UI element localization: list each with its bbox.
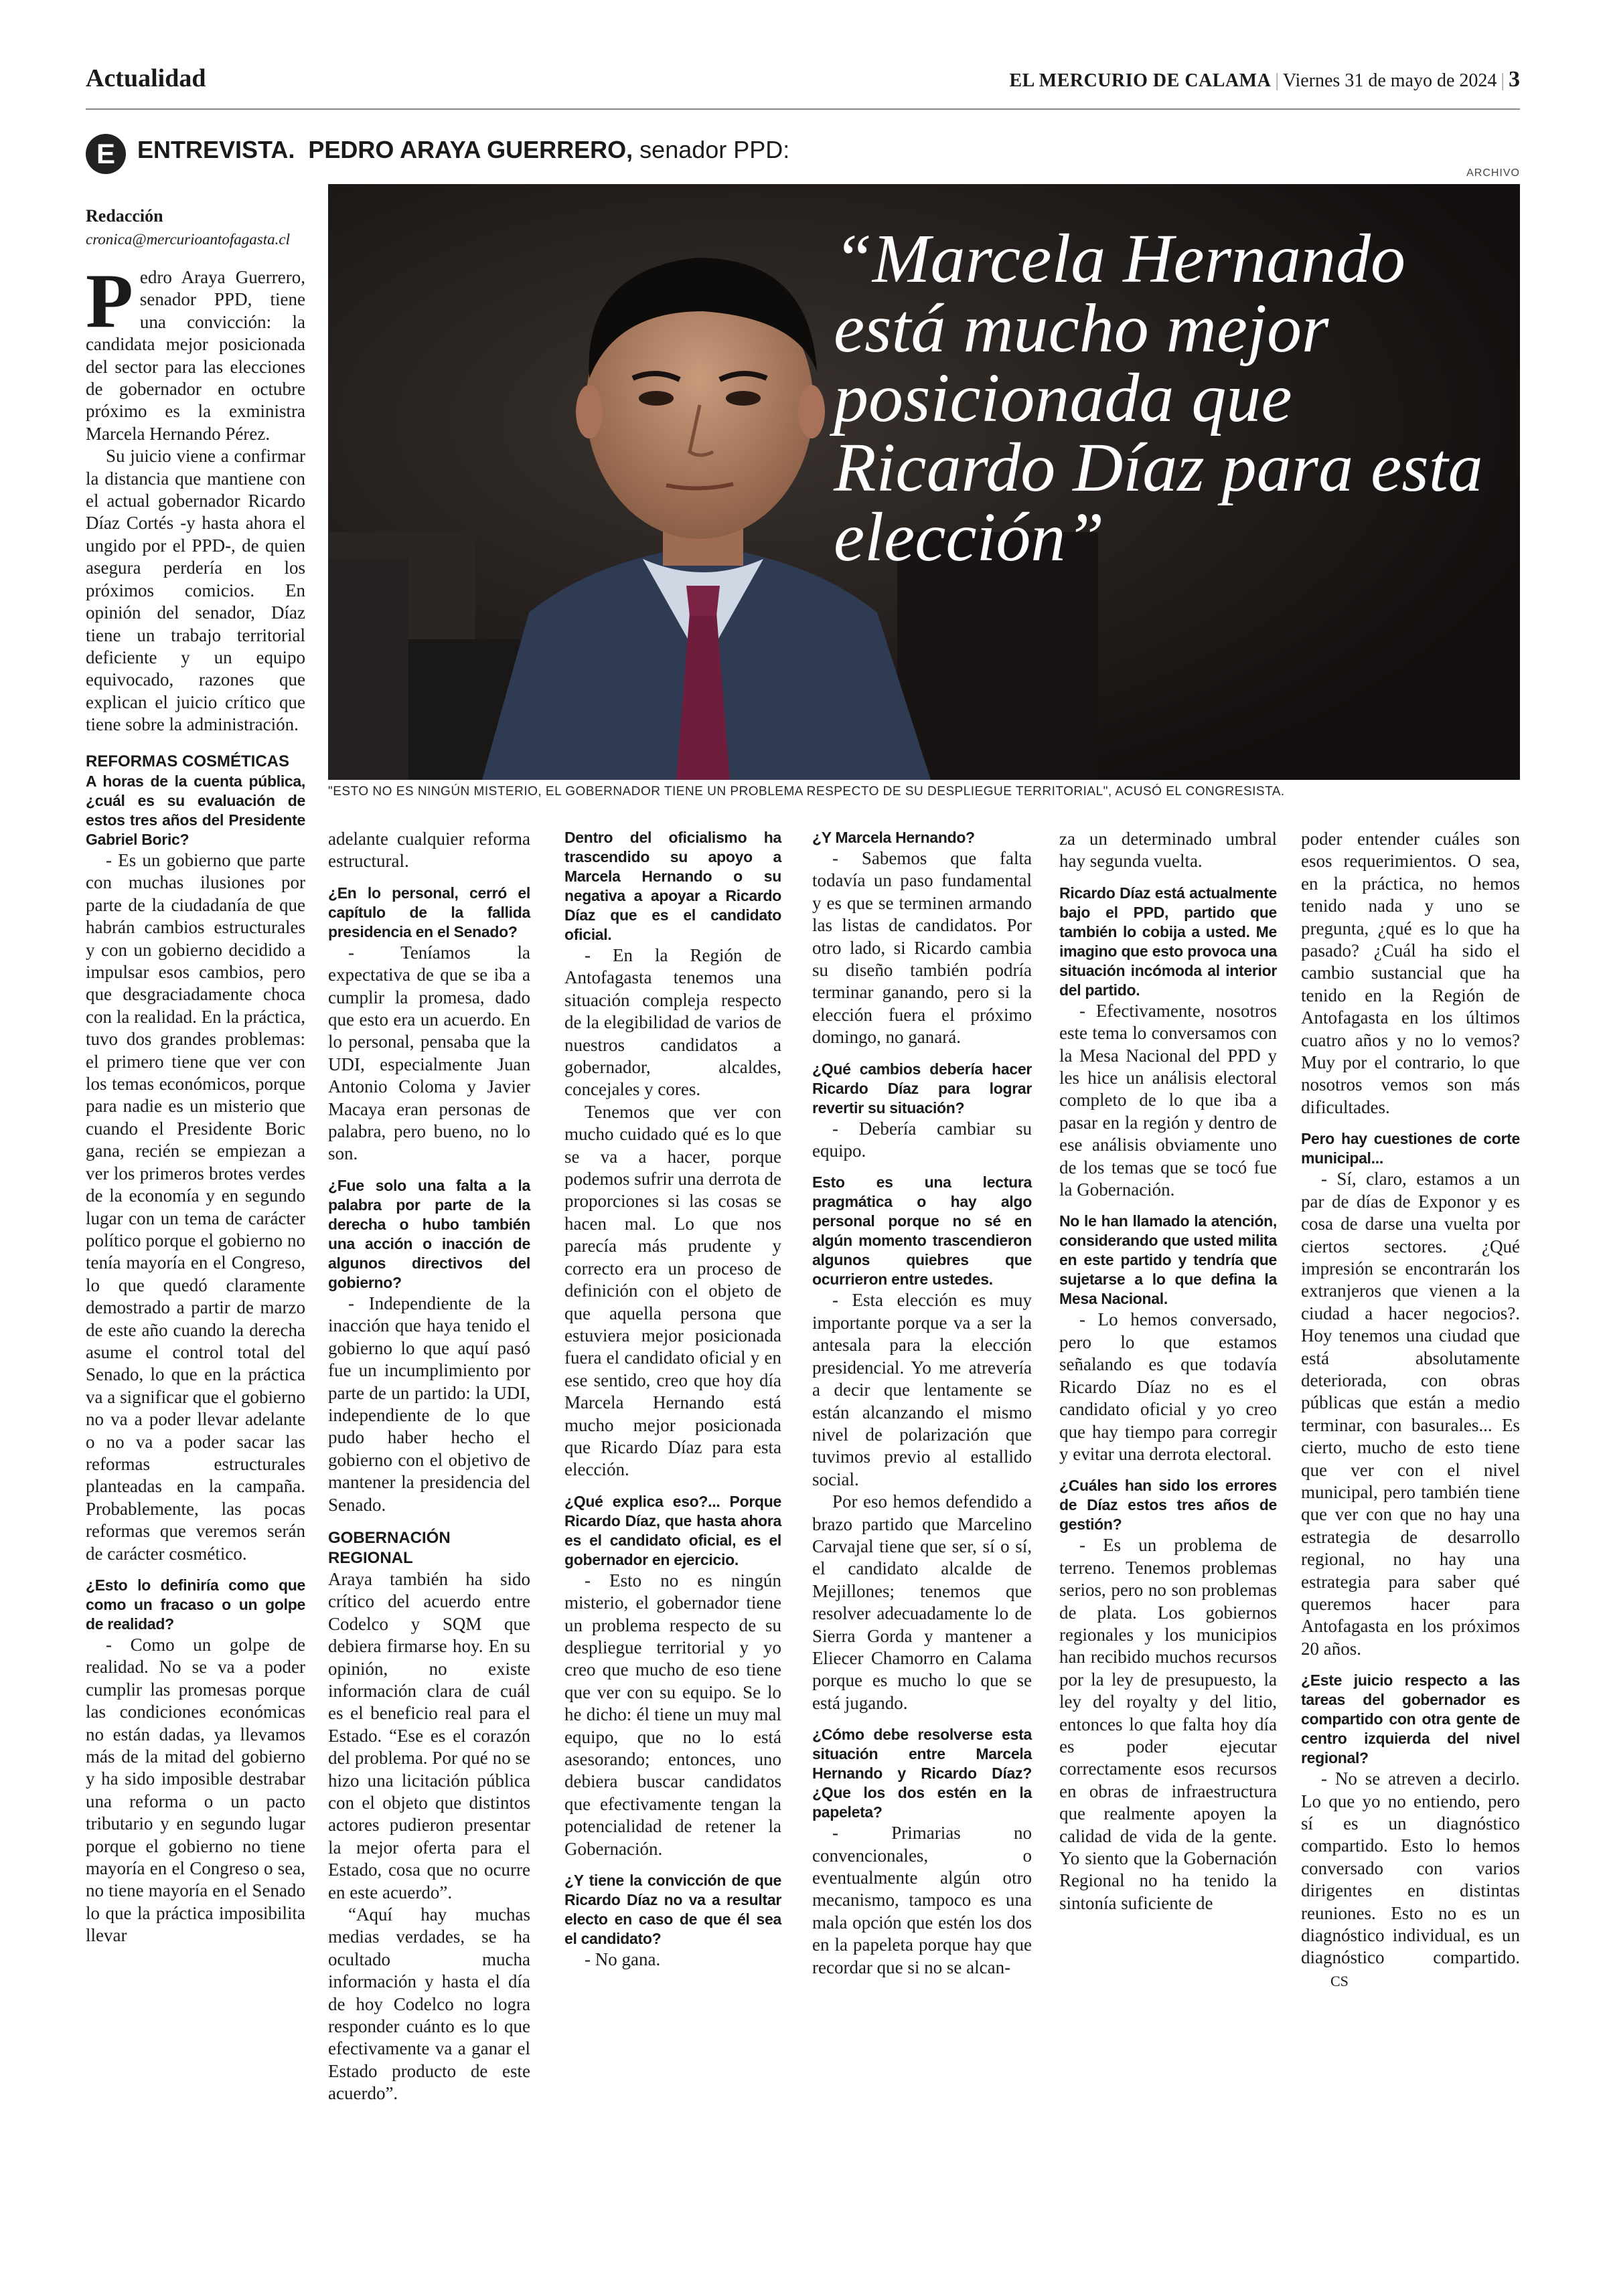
question: Esto es una lectura pragmática o hay algo personal porque no sé en algún momento trascendieron algunos quiebres que ocurrieron entre ustedes. [812, 1173, 1032, 1289]
question: ¿Y Marcela Hernando? [812, 829, 975, 846]
question: A horas de la cuenta pública, ¿cuál es su evaluación de estos tres años del Presidente Gabriel Boric? [86, 772, 305, 848]
photo-credit: ARCHIVO [1466, 167, 1520, 179]
intro-paragraph: edro Araya Guerrero, senador PPD, tiene una convicción: la candidata mejor posicionada del sector para las elecciones de gobernador en octubre próximo es la exministra Marcela Hernando Pérez. [86, 267, 305, 444]
answer: - Lo hemos conversado, pero lo que estamos señalando es que todavía Ricardo Díaz no es el candidato oficial y yo creo que hay tiempo para corregir y evitar una derrota electoral. [1059, 1309, 1277, 1464]
question: Dentro del oficialismo ha trascendido su apoyo a Marcela Hernando o su negativa a apoyar a Ricardo Díaz que es el candidato oficial. [564, 829, 781, 943]
paragraph: “Aquí hay muchas medias verdades, se ha ocultado mucha información y hasta el día de hoy Codelco no logra responder cuánto es lo que efectivamente va a ganar el Estado producto de este acuerdo”. [328, 1904, 530, 2104]
question: ¿Cómo debe resolverse esta situación entre Marcela Hernando y Ricardo Díaz? ¿Que los dos estén en la papeleta? [812, 1726, 1032, 1821]
kicker-role: senador PPD: [639, 136, 790, 163]
question: ¿Este juicio respecto a las tareas del gobernador es compartido con otra gente de centro izquierda del nivel regional? [1301, 1671, 1520, 1767]
masthead: EL MERCURIO DE CALAMA | Viernes 31 de mayo de 2024 | 3 [1009, 67, 1520, 92]
column-4 [812, 828, 1032, 1979]
answer: - Debería cambiar su equipo. [812, 1118, 1032, 1161]
column-2 [328, 828, 530, 2105]
answer-continued: adelante cualquier reforma estructural. [328, 829, 530, 872]
answer: - Independiente de la inacción que haya tenido el gobierno lo que aquí pasó fue un incumplimiento por parte de un partido: la UDI, independiente de lo que pudo haber hecho el gobierno con el objetivo de mantener la presidencia del Senado. [328, 1293, 530, 1515]
answer: - Es un gobierno que parte con muchas ilusiones por parte de la ciudadanía de que habrán cambios estructurales y con un gobierno decidido a impulsar esos cambios, pero que desgraciadamente choca con la realidad. En la práctica, tuvo dos grandes problemas: el primero tiene que ver con los temas económicos, porque para nadie es un misterio que cuando el Presidente Boric gana, recién se empiezan a ver los primeros brotes verdes de la economía y en segundo lugar con un tema de carácter político porque el gobierno no tenía mayoría en el Congreso, lo que quedó claramente demostrado a partir de marzo de este año cuando la derecha asume el control total del Senado, lo que en la práctica va a significar que el gobierno no va a poder llevar adelante o no va a poder sacar las reformas estructurales planteadas en la campaña. Probablemente, las pocas reformas que veremos serán de carácter cosmético. [86, 850, 305, 1564]
answer: - Sabemos que falta todavía un paso fundamental y es que se terminen armando las listas de candidatos. Por otro lado, si Ricardo cambia su diseño también podría terminar ganando, pero si la elección fuera el próximo domingo, no ganará. [812, 848, 1032, 1048]
answer [1301, 1768, 1520, 1992]
answer: Por eso hemos defendido a brazo partido que Marcelino Carvajal tiene que ser, sí o sí, el candidato alcalde de Mejillones; tenemos que resolver adecuadamente lo de Sierra Gorda y mantener a Eliecer Chamorro en Calama porque es mucho lo que se está jugando. [812, 1491, 1032, 1713]
column-6 [1301, 828, 1520, 1992]
kicker-label: ENTREVISTA. [137, 136, 295, 163]
answer: - Teníamos la expectativa de que se iba a cumplir la promesa, dado que esto era un acuerdo. En lo personal, pensaba que la UDI, especialmente Juan Antonio Coloma y Javier Macaya eran personas de palabra, pero bueno, no lo son. [328, 942, 530, 1164]
issue-date: Viernes 31 de mayo de 2024 [1282, 70, 1497, 91]
question: ¿Fue solo una falta a la palabra por parte de la derecha o hubo también una acción o inacción de algunos directivos del gobierno? [328, 1176, 530, 1291]
question: ¿Qué explica eso?... Porque Ricardo Díaz, que hasta ahora es el candidato oficial, es el gobernador en ejercicio. [564, 1492, 781, 1568]
question: ¿En lo personal, cerró el capítulo de la fallida presidencia en el Senado? [328, 884, 530, 940]
answer: - Es un problema de terreno. Tenemos problemas serios, pero no son problemas de plata. Los gobiernos regionales y los municipios han recibido muchos recursos por la ley de presupuesto, la ley del royalty y del litio, entonces lo que falta hoy día es poder ejecutar correctamente esos recursos en obras de infraestructura que realmente apoyen la calidad de vida de la gente. Yo siento que la Gobernación Regional no ha tenido la sintonía suficiente de [1059, 1535, 1277, 1913]
column-1 [86, 740, 305, 1947]
kicker-name: PEDRO ARAYA GUERRERO, [308, 136, 633, 163]
answer: - Primarias no convencionales, o eventualmente algún otro mecanismo, tampoco es una mala opción que estén los dos en la papeleta porque hay que recordar que si no se alcan- [812, 1823, 1032, 1977]
question: Pero hay cuestiones de corte municipal... [1301, 1130, 1520, 1167]
paragraph: Araya también ha sido crítico del acuerdo entre Codelco y SQM que debiera firmarse hoy. En su opinión, no existe información clara de cuál es el beneficio real para el Estado. “Ese es el corazón del problema. Por qué no se hizo una licitación pública con el objeto que distintos actores pudieron presentar la mejor oferta para el Estado, cosa que no ocurre en este acuerdo”. [328, 1568, 530, 1902]
question: ¿Y tiene la convicción de que Ricardo Díaz no va a resultar electo en caso de que él sea el candidato? [564, 1872, 781, 1948]
column-5 [1059, 828, 1277, 1914]
column-3 [564, 828, 781, 1971]
answer-continued: poder entender cuáles son esos requerimientos. O sea, en la práctica, no hemos tenido nada y uno se pregunta, ¿qué es lo que ha pasado? ¿Cuál ha sido el cambio sustancial que ha tenido en la Región de Antofagasta en los últimos cuatro años y no lo vemos? Muy por el contrario, lo que nosotros vemos son más dificultades. [1301, 829, 1520, 1117]
answer: - Esta elección es muy importante porque va a ser la antesala para la elección presidencial. Yo me atrevería a decir que lentamente se están alcanzando el mismo nivel de polarización que tuvimos previo al estallido social. [812, 1290, 1032, 1489]
byline-name: Redacción [86, 206, 163, 226]
question: No le han llamado la atención, considerando que usted milita en este partido y tendría que sujetarse a lo que defina la Mesa Nacional. [1059, 1212, 1277, 1308]
kicker [137, 136, 789, 164]
answer: Tenemos que ver con mucho cuidado qué es lo que se va a hacer, porque podemos sufrir una derrota de proporciones si las cosas se hacen mal. Lo que nos parecía más prudente y correcto era un proceso de definición con el objeto de que aquella persona que estuviera mejor posicionada fuera el candidato oficial y en ese sentido, creo que hoy día Marcela Hernando está mucho mejor posicionada que Ricardo Díaz para esta elección. [564, 1101, 781, 1480]
question: ¿Cuáles han sido los errores de Díaz estos tres años de gestión? [1059, 1477, 1277, 1534]
drop-cap: P [86, 258, 133, 344]
subheading: REFORMAS COSMÉTICAS [86, 752, 290, 770]
answer: - Esto no es ningún misterio, el gobernador tiene un problema respecto de su despliegue territorial y yo creo que mucho de eso tiene que ver con su equipo. Se lo he dicho: él tiene un muy mal equipo, que no lo está asesorando; entonces, uno debiera buscar candidatos que efectivamente tengan la potencialidad de retener la Gobernación. [564, 1570, 781, 1859]
answer: - Como un golpe de realidad. No se va a poder cumplir las promesas porque las condiciones económicas no están dadas, ya llevamos más de la mitad del gobierno y ha sido imposible destrabar una reforma o un pacto tributario y en segundo lugar porque el gobierno no tiene mayoría en el Congreso o sea, no tiene mayoría en el Senado lo que la práctica imposibilita llevar [86, 1635, 305, 1946]
page-number: 3 [1509, 67, 1520, 92]
newspaper-name: EL MERCURIO DE CALAMA [1009, 70, 1272, 91]
answer-continued: za un determinado umbral hay segunda vuelta. [1059, 829, 1277, 872]
photo-caption: "ESTO NO ES NINGÚN MISTERIO, EL GOBERNADOR TIENE UN PROBLEMA RESPECTO DE SU DESPLIEGUE TERRITORIAL", ACUSÓ EL CONGRESISTA. [328, 785, 1285, 799]
byline-email: cronica@mercurioantofagasta.cl [86, 231, 290, 248]
question: ¿Esto lo definiría como que como un fracaso o un golpe de realidad? [86, 1576, 305, 1633]
header-rule [86, 108, 1520, 110]
interview-badge: E [86, 134, 126, 174]
end-mark: CS [1330, 1972, 1349, 1989]
question: ¿Qué cambios debería hacer Ricardo Díaz para lograr revertir su situación? [812, 1060, 1032, 1117]
answer: - No gana. [585, 1949, 661, 1970]
answer-text: - No se atreven a decirlo. Lo que yo no entiendo, pero sí es un diagnóstico compartido. Esto lo hemos conversado con varios dirigentes en distintas reuniones. Esto no es un diagnóstico individual, es un diagnóstico compartido. [1301, 1769, 1520, 1968]
answer: - Sí, claro, estamos a un par de días de Exponor y es cosa de darse una vuelta por ciertos sectores. ¿Qué impresión se encontrarán los extranjeros que vienen a la ciudad a hacer negocios?. Hoy tenemos una ciudad que está absolutamente deteriorada, con obras públicas que están a medio terminar, con basurales... Es cierto, mucho de esto tiene que ver con el nivel municipal, pero también tiene que ver con que no hay una estrategia de desarrollo regional, no hay una estrategia para saber qué queremos hacer para Antofagasta en los próximos 20 años. [1301, 1169, 1520, 1659]
subheading: GOBERNACIÓN REGIONAL [328, 1528, 451, 1567]
section-title: Actualidad [86, 64, 206, 92]
intro-paragraph: Su juicio viene a confirmar la distancia que mantiene con el actual gobernador Ricardo Díaz Cortés -y hasta ahora el ungido por el PPD-, de quien asegura perdería en los próximos comicios. En opinión del senador, Díaz tiene un trabajo territorial deficiente y un equipo equivocado, razones que explican el juicio crítico que tiene sobre la administración. [86, 446, 305, 735]
question: Ricardo Díaz está actualmente bajo el PPD, partido que también lo cobija a usted. Me imagino que esto provoca una situación incómoda al interior del partido. [1059, 884, 1277, 999]
intro-column [86, 258, 305, 736]
answer: - En la Región de Antofagasta tenemos una situación compleja respecto de la elegibilidad de varios de nuestros candidatos a gobernador, alcaldes, concejales y cores. [564, 945, 781, 1100]
headline: “Marcela Hernando está mucho mejor posicionada que Ricardo Díaz para esta elección” [834, 220, 1483, 576]
answer: - Efectivamente, nosotros este tema lo conversamos con la Mesa Nacional del PPD y les hice un análisis electoral completo de lo que iba a pasar en la región y dentro de ese análisis obviamente uno de los temas que se tocó fue la Gobernación. [1059, 1000, 1277, 1200]
